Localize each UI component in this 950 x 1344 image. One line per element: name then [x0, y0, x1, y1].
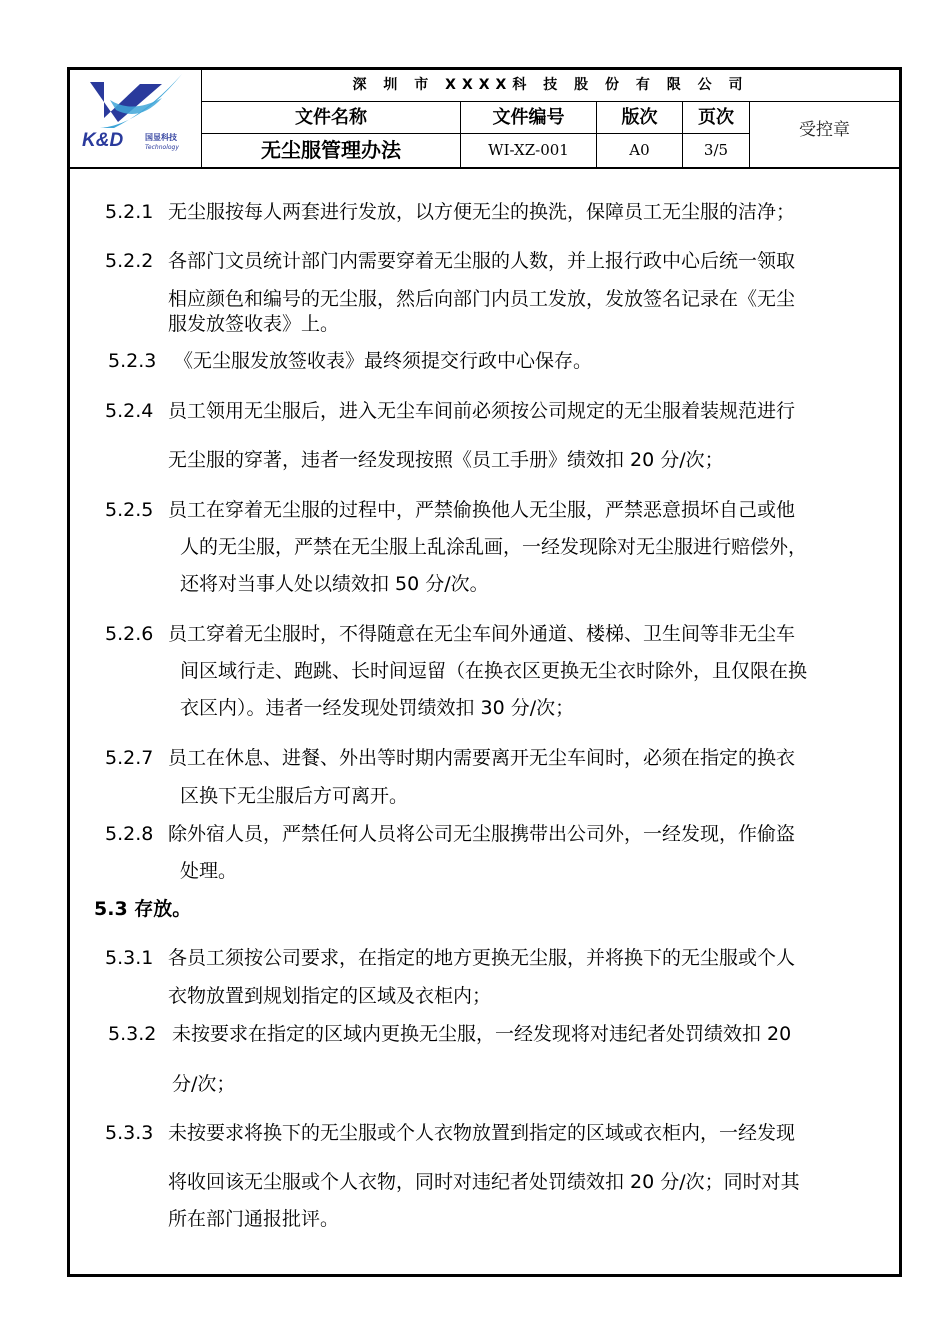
company-name: 深 圳 市 XXXX科 技 股 份 有 限 公 司 — [202, 70, 899, 102]
company-logo — [70, 70, 202, 167]
file-name-label: 文件名称 — [295, 107, 367, 128]
page-value: 3/5 — [703, 141, 729, 159]
file-no-value: WI-XZ-001 — [488, 141, 569, 159]
svg-text:K&D: K&D — [82, 130, 124, 151]
file-name-value: 无尘服管理办法 — [261, 138, 401, 162]
document-frame: K&D 国显科技 Technology 深 圳 市 XXXX科 技 股 份 有 限 公 司 文件名称 文件编号 版次 页次 无尘服管理办法 WI-XZ-001 A0 3/5 受控章 5.2.1 无尘服按每人两套进行发放，以方便无尘的换洗，保障员工无尘服的洁净； 5.2.2 各部门文员统计部门内需要穿着无尘服的人数，并上报行政中心后统一领取 相应颜色和编号的无尘服，然后向部门内员工发放，发放签名记录在《无尘 服发放签收表》上。 5.2.3 《无尘服发放签收表》最终须提交行政中心保存。 5.2.4 员工领用无尘服后，进入无尘车间前必须按公司规定的无尘服着装规范进行 无尘服的穿著，违者一经发现按照《员工手册》绩效扣 20 分/次； 5.2.5 员工在穿着无尘服的过程中，严禁偷换他人无尘服，严禁恶意损坏自己或他 人的无尘服，严禁在无尘服上乱涂乱画，一经发现除对无尘服进行赔偿外， 还将对当事人处以绩效扣 50 分/次。 5.2.6 员工穿着无尘服时，不得随意在无尘车间外通道、楼梯、卫生间等非无尘车 间区域行走、跑跳、长时间逗留（在换衣区更换无尘衣时除外，且仅限在换 衣区内）。违者一经发现处罚绩效扣 30 分/次； 5.2.7 员工在休息、进餐、外出等时期内需要离开无尘车间时，必须在指定的换衣 区换下无尘服后方可离开。 5.2.8 除外宿人员，严禁任何人员将公司无尘服携带出公司外，一经发现，作偷盗 处理。 5.3 存放。 5.3.1 各员工须按公司要求，在指定的地方更换无尘服，并将换下的无尘服或个人 衣物放置到规划指定的区域及衣柜内； 5.3.2 未按要求在指定的区域内更换无尘服，一经发现将对违纪者处罚绩效扣 20 分/次； 5.3.3 未按要求将换下的无尘服或个人衣物放置到指定的区域或衣柜内，一经发现 将收回该无尘服或个人衣物，同时对违纪者处罚绩效扣 20 分/次；同时对其 所在部门通报批评。 — [67, 67, 902, 1277]
page-label: 页次 — [698, 107, 734, 128]
svg-text:Technology: Technology — [145, 144, 179, 151]
version-value: A0 — [629, 141, 650, 159]
section-5-3-heading: 5.3 存放。 — [94, 898, 192, 920]
logo-mark-icon — [70, 70, 201, 167]
version-label: 版次 — [621, 107, 658, 128]
document-header — [70, 70, 899, 169]
file-no-label: 文件编号 — [492, 107, 565, 128]
svg-text:国显科技: 国显科技 — [145, 133, 177, 142]
controlled-stamp: 受控章 — [799, 120, 850, 140]
